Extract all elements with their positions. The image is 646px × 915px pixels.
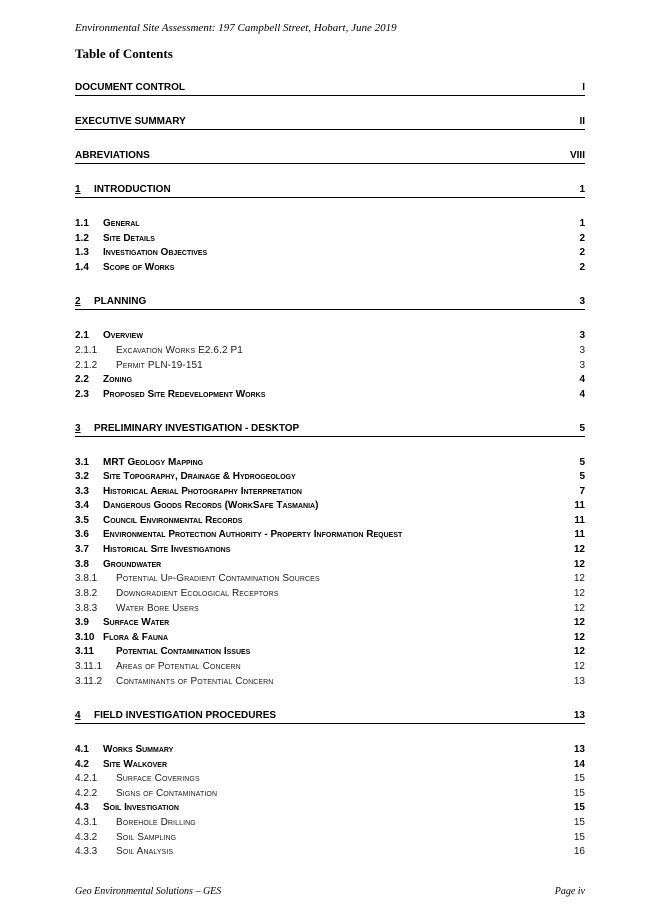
toc-entry-label bbox=[75, 573, 574, 585]
toc-entry-title: Excavation Works E2.6.2 P1 bbox=[116, 345, 243, 356]
toc-entry-page: 12 bbox=[573, 603, 585, 614]
toc-entry-title: EXECUTIVE SUMMARY bbox=[75, 116, 186, 127]
toc-entry-title: Site Details bbox=[103, 233, 155, 244]
toc-entry-page: 1 bbox=[579, 184, 585, 195]
toc-entry[interactable] bbox=[75, 455, 585, 469]
toc-entry-number: 3.11.2 bbox=[75, 676, 103, 687]
toc-entry-number: 1 bbox=[75, 184, 81, 195]
toc-entry-number: 4.3.3 bbox=[75, 846, 98, 857]
toc-entry-page: 12 bbox=[573, 632, 585, 643]
toc-entry-label bbox=[75, 773, 574, 785]
toc-entry-title: Soil Analysis bbox=[116, 846, 174, 857]
toc-entry[interactable] bbox=[75, 630, 585, 644]
footer-left: Geo Environmental Solutions – GES bbox=[75, 886, 222, 897]
toc-entry-page: 12 bbox=[573, 646, 585, 657]
toc-entry-page: 16 bbox=[573, 846, 585, 857]
toc-entry[interactable] bbox=[75, 498, 585, 512]
toc-entry[interactable] bbox=[75, 260, 585, 274]
toc-entry-number: 3.5 bbox=[75, 515, 89, 526]
toc-entry-label bbox=[75, 296, 579, 308]
toc-entry-page: 15 bbox=[573, 788, 585, 799]
toc-entry-number: 3.1 bbox=[75, 457, 89, 468]
toc-entry[interactable] bbox=[75, 674, 585, 688]
toc-entry-label bbox=[75, 832, 574, 844]
toc-entry[interactable] bbox=[75, 372, 585, 386]
toc-entry-page: 11 bbox=[574, 500, 585, 511]
toc-entry-number: 1.3 bbox=[75, 247, 89, 258]
toc-entry[interactable] bbox=[75, 786, 585, 800]
toc-entry[interactable] bbox=[75, 571, 585, 585]
footer-page-number: Page iv bbox=[554, 886, 585, 897]
toc-entry-label bbox=[75, 646, 574, 658]
toc-entry-title: Contaminants of Potential Concern bbox=[116, 676, 274, 687]
toc-entry[interactable] bbox=[75, 527, 585, 541]
toc-entry-label bbox=[75, 360, 579, 372]
toc-entry-label bbox=[75, 500, 574, 512]
toc-entry-title: Overview bbox=[103, 330, 143, 341]
toc-entry[interactable] bbox=[75, 757, 585, 771]
toc-entry-title: Zoning bbox=[103, 374, 133, 385]
toc-entry-number: 3.2 bbox=[75, 471, 89, 482]
toc-entry-number: 3.8.1 bbox=[75, 573, 98, 584]
toc-entry-label bbox=[75, 617, 574, 629]
toc-entry-title: FIELD INVESTIGATION PROCEDURES bbox=[94, 710, 277, 721]
toc-entry-page: 12 bbox=[573, 544, 585, 555]
toc-entry-label bbox=[75, 676, 574, 688]
toc-entry-page: 13 bbox=[573, 676, 585, 687]
toc-entry-page: 3 bbox=[579, 330, 585, 341]
toc-entry-title: Site Walkover bbox=[103, 759, 168, 770]
toc-entry-number: 3 bbox=[75, 423, 81, 434]
toc-entry-title: Investigation Objectives bbox=[103, 247, 208, 258]
toc-entry-number: 1.2 bbox=[75, 233, 89, 244]
toc-entry-title: Surface Water bbox=[103, 617, 170, 628]
toc-entry-label bbox=[75, 529, 574, 541]
toc-entry-title: Soil Sampling bbox=[116, 832, 177, 843]
toc-entry-title: Permit PLN-19-151 bbox=[116, 360, 203, 371]
toc-entry-title: Historical Aerial Photography Interpretation bbox=[103, 486, 302, 497]
toc-entry-number: 4.3.1 bbox=[75, 817, 98, 828]
toc-entry-number: 4.2.1 bbox=[75, 773, 98, 784]
toc-entry-label bbox=[75, 233, 579, 245]
toc-entry[interactable] bbox=[75, 586, 585, 600]
toc-entry-number: 2.3 bbox=[75, 389, 89, 400]
toc-entry-title: PLANNING bbox=[94, 296, 147, 307]
toc-entry-label bbox=[75, 471, 579, 483]
toc-entry-number: 3.7 bbox=[75, 544, 89, 555]
toc-entry-label bbox=[75, 330, 579, 342]
toc-entry[interactable] bbox=[75, 644, 585, 658]
toc-entry[interactable] bbox=[75, 343, 585, 357]
toc-entry-label bbox=[75, 345, 579, 357]
toc-entry-page: 13 bbox=[573, 710, 585, 721]
toc-entry-page: VIII bbox=[569, 150, 585, 161]
toc-entry-page: 15 bbox=[573, 817, 585, 828]
toc-entry[interactable] bbox=[75, 328, 585, 342]
toc-entry[interactable] bbox=[75, 615, 585, 629]
toc-entry-title: Council Environmental Records bbox=[103, 515, 243, 526]
toc-entry-title: Downgradient Ecological Receptors bbox=[116, 588, 279, 599]
toc-title: Table of Contents bbox=[75, 46, 173, 61]
toc-entry-page: 4 bbox=[579, 389, 585, 400]
toc-entry-page: 15 bbox=[573, 832, 585, 843]
toc-entry-number: 3.6 bbox=[75, 529, 89, 540]
toc-entry-title: Groundwater bbox=[103, 559, 162, 570]
toc-entry-title: INTRODUCTION bbox=[94, 184, 171, 195]
toc-entry-label bbox=[75, 150, 570, 162]
toc-entry-page: 15 bbox=[573, 802, 585, 813]
toc-entry-title: Flora & Fauna bbox=[103, 632, 169, 643]
toc-entry[interactable] bbox=[75, 708, 585, 724]
toc-entry-number: 1.1 bbox=[75, 218, 89, 229]
toc-entry-number: 3.8.3 bbox=[75, 603, 98, 614]
toc-entry-page: II bbox=[579, 116, 585, 127]
toc-entry-number: 3.9 bbox=[75, 617, 89, 628]
toc-entry-title: Environmental Protection Authority - Property Information Request bbox=[103, 529, 403, 540]
toc-entry-number: 3.11.1 bbox=[75, 661, 103, 672]
toc-entry-page: 12 bbox=[573, 661, 585, 672]
toc-entry-number: 2.1.2 bbox=[75, 360, 98, 371]
toc-entry-title: Dangerous Goods Records (WorkSafe Tasmania) bbox=[103, 500, 319, 511]
toc-entry-title: Potential Contamination Issues bbox=[116, 646, 251, 657]
toc-entry-number: 4.2 bbox=[75, 759, 89, 770]
toc-entry[interactable] bbox=[75, 80, 585, 96]
toc-entry-title: DOCUMENT CONTROL bbox=[75, 82, 185, 93]
toc-entry-number: 4.3 bbox=[75, 802, 89, 813]
toc-entry-page: 2 bbox=[579, 247, 585, 258]
toc-entry[interactable] bbox=[75, 542, 585, 556]
toc-entry-number: 3.8.2 bbox=[75, 588, 98, 599]
toc-entry-label bbox=[75, 486, 579, 498]
toc-entry-label bbox=[75, 588, 574, 600]
toc-entry[interactable] bbox=[75, 557, 585, 571]
toc-entry-title: Water Bore Users bbox=[116, 603, 199, 614]
toc-entry-page: 1 bbox=[579, 218, 585, 229]
toc-entry-title: PRELIMINARY INVESTIGATION - DESKTOP bbox=[94, 423, 300, 434]
toc-entry-title: Signs of Contamination bbox=[116, 788, 218, 799]
toc-entry[interactable] bbox=[75, 294, 585, 310]
toc-entry-page: 7 bbox=[579, 486, 585, 497]
toc-entry-label bbox=[75, 802, 574, 814]
toc-entry[interactable] bbox=[75, 513, 585, 527]
toc-entry-label bbox=[75, 374, 579, 386]
toc-entry[interactable] bbox=[75, 114, 585, 130]
toc-entry-title: General bbox=[103, 218, 140, 229]
toc-entry[interactable] bbox=[75, 358, 585, 372]
toc-entry-number: 2.1 bbox=[75, 330, 89, 341]
toc-entry[interactable] bbox=[75, 469, 585, 483]
toc-entry-title: Surface Coverings bbox=[116, 773, 200, 784]
toc-entry-page: 12 bbox=[573, 559, 585, 570]
toc-entry-page: 3 bbox=[579, 360, 585, 371]
toc-entry[interactable] bbox=[75, 601, 585, 615]
toc-entry-label bbox=[75, 116, 579, 128]
toc-entry-label bbox=[75, 184, 579, 196]
toc-entry-title: Works Summary bbox=[103, 744, 174, 755]
toc-entry-title: Areas of Potential Concern bbox=[116, 661, 241, 672]
toc-entry-page: 2 bbox=[579, 233, 585, 244]
toc-entry-page: 13 bbox=[573, 744, 585, 755]
toc-entry[interactable] bbox=[75, 421, 585, 437]
toc-entry-number: 2.2 bbox=[75, 374, 89, 385]
toc-entry-title: Soil Investigation bbox=[103, 802, 179, 813]
toc-entry-title: Proposed Site Redevelopment Works bbox=[103, 389, 266, 400]
toc-entry-number: 3.4 bbox=[75, 500, 89, 511]
toc-entry[interactable] bbox=[75, 844, 585, 858]
toc-entry-page: 12 bbox=[573, 588, 585, 599]
toc-entry-label bbox=[75, 817, 574, 829]
toc-entry-title: Site Topography, Drainage & Hydrogeology bbox=[103, 471, 296, 482]
toc-entry-page: 12 bbox=[573, 573, 585, 584]
toc-entry[interactable] bbox=[75, 148, 585, 164]
toc-entry-label bbox=[75, 82, 582, 94]
toc-entry[interactable] bbox=[75, 815, 585, 829]
toc-entry[interactable] bbox=[75, 800, 585, 814]
toc-entry-label bbox=[75, 218, 579, 230]
toc-entry[interactable] bbox=[75, 830, 585, 844]
toc-entry-title: Historical Site Investigations bbox=[103, 544, 231, 555]
toc-entry-label bbox=[75, 846, 574, 858]
toc-entry-page: 5 bbox=[579, 457, 585, 468]
toc-entry-number: 1.4 bbox=[75, 262, 89, 273]
toc-entry-label bbox=[75, 759, 574, 771]
toc-entry-number: 2 bbox=[75, 296, 81, 307]
toc-entry-label bbox=[75, 632, 574, 644]
toc-entry-page: 15 bbox=[573, 773, 585, 784]
toc-entry-number: 4 bbox=[75, 710, 81, 721]
toc-entry-label bbox=[75, 544, 574, 556]
toc-entry-title: Potential Up-Gradient Contamination Sources bbox=[116, 573, 320, 584]
toc-entry[interactable] bbox=[75, 742, 585, 756]
toc-entry[interactable] bbox=[75, 387, 585, 401]
toc-entry-page: 11 bbox=[574, 529, 585, 540]
toc-entry-number: 3.3 bbox=[75, 486, 89, 497]
toc-entry-label bbox=[75, 559, 574, 571]
toc-entry-title: MRT Geology Mapping bbox=[103, 457, 204, 468]
toc-entry[interactable] bbox=[75, 771, 585, 785]
toc-entry[interactable] bbox=[75, 231, 585, 245]
toc-entry-label bbox=[75, 661, 574, 673]
toc-entry-title: Scope of Works bbox=[103, 262, 175, 273]
toc-entry-number: 4.3.2 bbox=[75, 832, 98, 843]
toc-entry-label bbox=[75, 710, 574, 722]
toc-entry-page: 4 bbox=[579, 374, 585, 385]
toc-entry-page: 5 bbox=[579, 423, 585, 434]
toc-entry[interactable] bbox=[75, 484, 585, 498]
toc-entry-number: 3.11 bbox=[75, 646, 94, 657]
toc-entry-label bbox=[75, 247, 579, 259]
toc-entry-title: ABREVIATIONS bbox=[75, 150, 150, 161]
toc-entry-page: 3 bbox=[579, 345, 585, 356]
toc-entry-number: 4.2.2 bbox=[75, 788, 98, 799]
toc-entry[interactable] bbox=[75, 182, 585, 198]
toc-entry-page: 2 bbox=[579, 262, 585, 273]
toc-entry-label bbox=[75, 515, 574, 527]
toc-entry-page: 3 bbox=[579, 296, 585, 307]
toc-entry-label bbox=[75, 457, 579, 469]
toc-entry[interactable] bbox=[75, 216, 585, 230]
toc-entry-page: 14 bbox=[573, 759, 585, 770]
page-footer bbox=[75, 886, 585, 897]
toc-entry-label bbox=[75, 423, 579, 435]
toc-entry-page: 12 bbox=[573, 617, 585, 628]
toc-entry-label bbox=[75, 389, 579, 401]
toc-entry-number: 2.1.1 bbox=[75, 345, 98, 356]
toc-entry-label bbox=[75, 744, 574, 756]
toc-entry-page: I bbox=[582, 82, 585, 93]
toc-entry-page: 5 bbox=[579, 471, 585, 482]
toc-entry-label bbox=[75, 603, 574, 615]
toc-entry-label bbox=[75, 788, 574, 800]
toc-entry-label bbox=[75, 262, 579, 274]
toc-entry-number: 3.8 bbox=[75, 559, 89, 570]
toc-entry[interactable] bbox=[75, 245, 585, 259]
toc-entry[interactable] bbox=[75, 659, 585, 673]
toc-entry-number: 3.10 bbox=[75, 632, 95, 643]
page-header: Environmental Site Assessment: 197 Campbell Street, Hobart, June 2019 bbox=[75, 22, 397, 34]
toc-entry-title: Borehole Drilling bbox=[116, 817, 196, 828]
toc-entry-page: 11 bbox=[574, 515, 585, 526]
toc-entry-number: 4.1 bbox=[75, 744, 89, 755]
